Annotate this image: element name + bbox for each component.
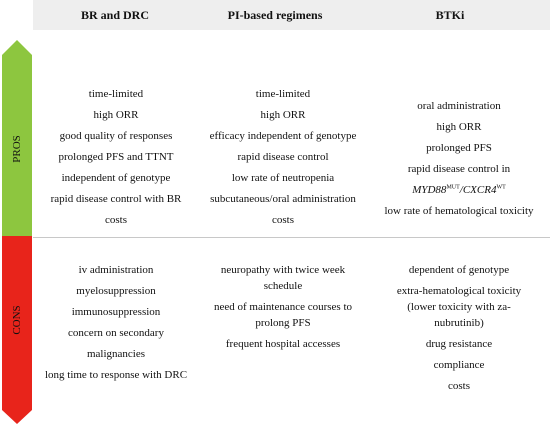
list-item: high ORR [260, 109, 306, 121]
list-item: extra-hematological toxicity [396, 285, 522, 297]
section-divider [33, 237, 550, 238]
list-item: costs [448, 380, 470, 392]
list-item: need of maintenance courses to [213, 301, 353, 313]
list-item: malignancies [86, 348, 146, 360]
list-item: long time to response with DRC [44, 369, 188, 381]
list-item: rapid disease control [237, 151, 329, 163]
list-item: time-limited [88, 88, 144, 100]
gene-separator: / [459, 184, 463, 196]
list-item: schedule [263, 280, 303, 292]
pros-label: PROS [11, 135, 23, 163]
list-item: prolonged PFS [426, 142, 492, 154]
cons-label: CONS [11, 305, 23, 335]
list-item: (lower toxicity with za- [407, 301, 511, 313]
list-item: independent of genotype [61, 172, 171, 184]
pros-btki-cell [370, 98, 548, 219]
gene-cxcr4: CXCR4 [462, 184, 497, 196]
list-item: nubrutinib) [434, 317, 484, 329]
list-item: costs [105, 214, 127, 226]
header-br-drc: BR and DRC [80, 8, 149, 22]
list-item: subcutaneous/oral administration [210, 193, 356, 205]
list-item: iv administration [78, 264, 154, 276]
pros-cons-arrow [0, 0, 34, 434]
gene-cxcr4-status: WT [496, 184, 506, 191]
list-item: high ORR [436, 121, 482, 133]
cons-btki-cell [370, 262, 548, 394]
list-item: compliance [433, 359, 485, 371]
list-item: neuropathy with twice week [220, 264, 346, 276]
header-pi-regimens: PI-based regimens [227, 8, 323, 22]
header-btki: BTKi [435, 8, 465, 22]
pros-br-drc-cell [36, 86, 196, 228]
gene-myd88-status: MUT [446, 184, 460, 191]
list-item: frequent hospital accesses [225, 338, 341, 350]
list-item: prolong PFS [255, 317, 311, 329]
list-item: low rate of neutropenia [231, 172, 335, 184]
list-item: time-limited [255, 88, 311, 100]
pros-pi-cell [198, 86, 368, 228]
genotype-item [370, 182, 548, 198]
list-item: concern on secondary [68, 327, 164, 339]
list-item: good quality of responses [59, 130, 173, 142]
list-item: high ORR [93, 109, 139, 121]
list-item: prolonged PFS and TTNT [58, 151, 174, 163]
list-item: rapid disease control in [407, 163, 511, 175]
list-item: efficacy independent of genotype [209, 130, 357, 142]
list-item: rapid disease control with BR [50, 193, 182, 205]
list-item: immunosuppression [71, 306, 161, 318]
list-item: drug resistance [425, 338, 493, 350]
list-item: costs [272, 214, 294, 226]
cons-br-drc-cell [36, 262, 196, 383]
list-item: dependent of genotype [408, 264, 510, 276]
list-item: oral administration [417, 100, 501, 112]
cons-pi-cell [198, 262, 368, 352]
gene-myd88: MYD88 [412, 184, 447, 196]
list-item: low rate of hematological toxicity [384, 205, 534, 217]
list-item: myelosuppression [76, 285, 156, 297]
